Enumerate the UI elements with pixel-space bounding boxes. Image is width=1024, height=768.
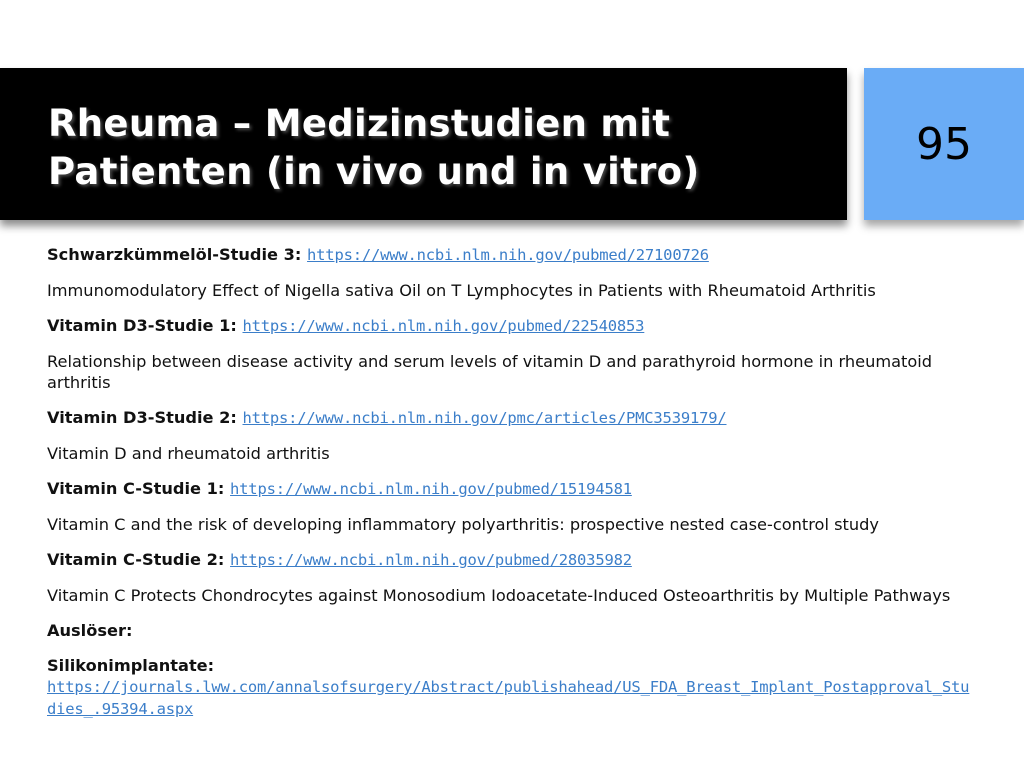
study-link[interactable]: https://www.ncbi.nlm.nih.gov/pubmed/27100726	[307, 246, 709, 264]
study-title: Vitamin C and the risk of developing inflammatory polyarthritis: prospective nested case-control study	[47, 515, 879, 534]
study-title: Relationship between disease activity and serum levels of vitamin D and parathyroid hormone in rheumatoid arthritis	[47, 352, 933, 392]
study-label: Vitamin C-Studie 2:	[47, 550, 231, 569]
study-list	[47, 244, 977, 734]
title-line-2: Patienten (in vivo und in vitro)	[48, 150, 700, 193]
study-entry	[47, 244, 977, 266]
study-entry	[47, 315, 977, 337]
slide-number: 95	[916, 119, 972, 170]
study-title: Vitamin C Protects Chondrocytes against Monosodium Iodoacetate-Induced Osteoarthritis by Multiple Pathways	[47, 586, 951, 605]
study-link[interactable]: https://journals.lww.com/annalsofsurgery/Abstract/publishahead/US_FDA_Breast_Implant_Postapproval_Studies_.95394.aspx	[47, 678, 970, 718]
title-line-1: Rheuma – Medizinstudien mit	[48, 102, 671, 145]
study-label: Schwarzkümmelöl-Studie 3:	[47, 245, 308, 264]
section-heading	[47, 620, 977, 641]
study-link[interactable]: https://www.ncbi.nlm.nih.gov/pmc/articles/PMC3539179/	[242, 409, 727, 427]
study-entry	[47, 655, 977, 720]
study-entry	[47, 549, 977, 571]
study-label: Vitamin D3-Studie 1:	[47, 316, 243, 335]
study-label: Vitamin C-Studie 1:	[47, 479, 231, 498]
slide-title	[48, 100, 828, 196]
study-title: Immunomodulatory Effect of Nigella sativa Oil on T Lymphocytes in Patients with Rheumatoid Arthritis	[47, 281, 876, 300]
section-label: Auslöser:	[47, 621, 133, 640]
study-label: Vitamin D3-Studie 2:	[47, 408, 243, 427]
study-title: Vitamin D and rheumatoid arthritis	[47, 444, 330, 463]
study-link[interactable]: https://www.ncbi.nlm.nih.gov/pubmed/15194581	[230, 480, 632, 498]
study-entry	[47, 478, 977, 500]
study-link[interactable]: https://www.ncbi.nlm.nih.gov/pubmed/28035982	[230, 551, 632, 569]
study-link[interactable]: https://www.ncbi.nlm.nih.gov/pubmed/22540853	[242, 317, 645, 335]
study-label: Silikonimplantate:	[47, 656, 215, 675]
study-entry	[47, 407, 977, 429]
